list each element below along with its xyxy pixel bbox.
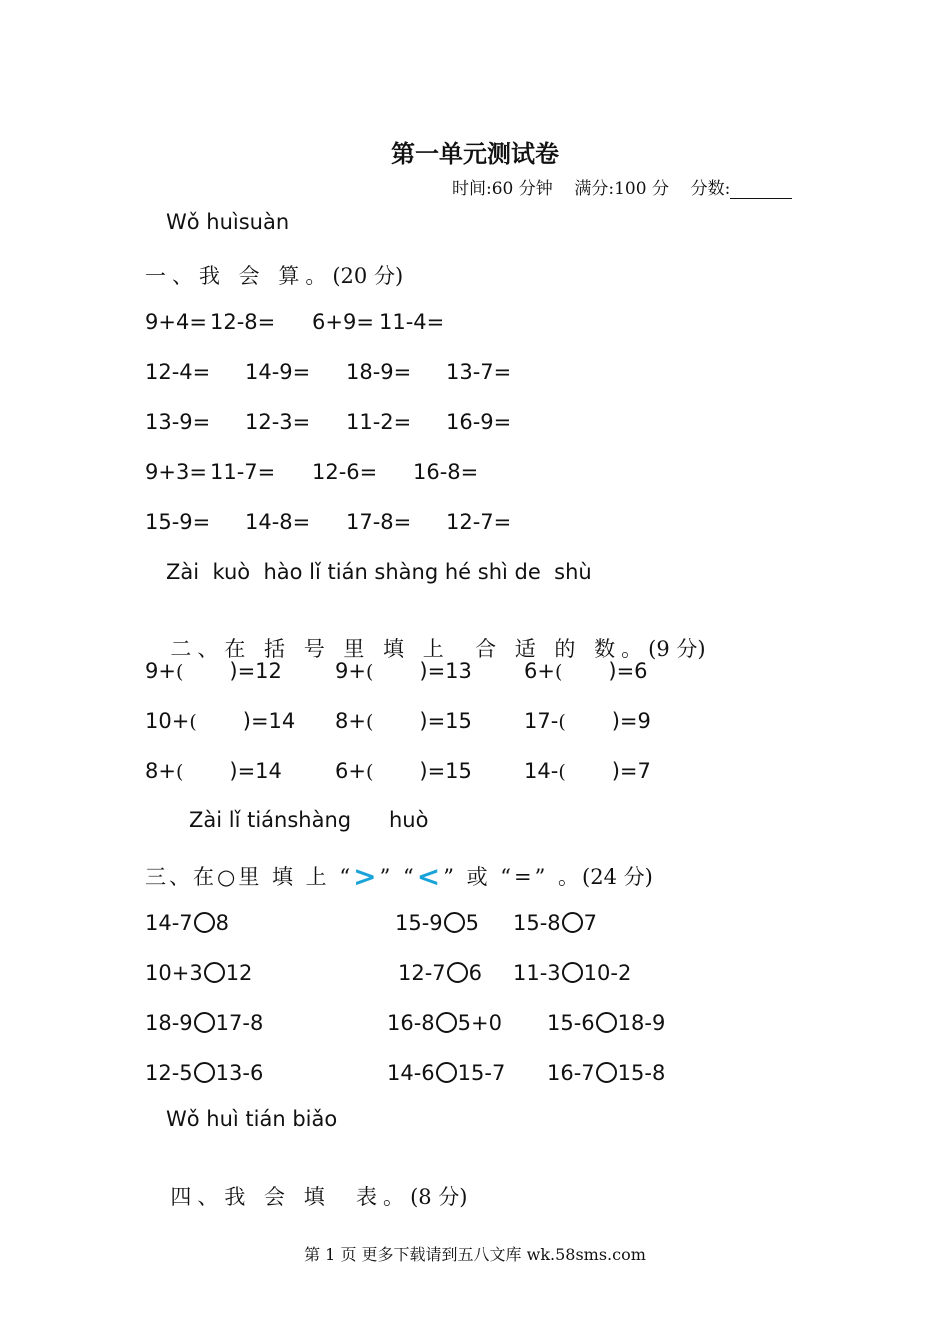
compare-right: 7 — [583, 911, 598, 935]
problem: 17-8= — [346, 510, 412, 534]
compare-problem — [145, 1011, 263, 1035]
expr-right: )=14 — [242, 709, 296, 733]
fill-blank-problem: 6+( )=6 — [524, 659, 648, 683]
problem: 14-8= — [245, 510, 311, 534]
time-limit: 时间:60 分钟 — [452, 179, 553, 199]
expr-right: )=15 — [419, 709, 472, 733]
compare-circle[interactable] — [194, 1012, 215, 1033]
less-than-symbol: < — [416, 860, 444, 893]
compare-left: 16-7 — [547, 1061, 595, 1085]
fill-blank-problem: 6+( )=15 — [335, 759, 472, 783]
compare-right: 6 — [468, 961, 483, 985]
compare-right: 17-8 — [215, 1011, 264, 1035]
fill-blank-problem: 8+( )=14 — [145, 759, 282, 783]
expr-left: 6+ — [335, 759, 366, 783]
compare-problem — [513, 911, 597, 935]
section1-pinyin: Wǒ huìsuàn — [166, 210, 290, 234]
expr-left: 14- — [524, 759, 559, 783]
expr-left: 17- — [524, 709, 559, 733]
compare-left: 14-6 — [387, 1061, 435, 1085]
problem: 6+9= — [312, 310, 374, 334]
fill-blank-problem: 10+( )=14 — [145, 709, 296, 733]
compare-problem — [395, 911, 479, 935]
score-label: 分数: — [690, 179, 731, 199]
compare-problem — [547, 1061, 665, 1085]
compare-circle[interactable] — [596, 1012, 617, 1033]
compare-circle[interactable] — [194, 912, 215, 933]
section2-score: (9 分) — [648, 637, 706, 661]
compare-problem — [398, 961, 482, 985]
problem: 14-9= — [245, 360, 311, 384]
compare-left: 12-5 — [145, 1061, 193, 1085]
section3-heading-part1: 三、在○里 填 上 “ — [145, 865, 354, 889]
greater-than-symbol: > — [353, 860, 380, 893]
compare-circle[interactable] — [447, 962, 468, 983]
compare-circle[interactable] — [436, 1062, 457, 1083]
problem: 9+4= — [145, 310, 207, 334]
section3-heading-part2: ” 或 “=” 。 — [443, 865, 583, 889]
problem: 16-8= — [413, 460, 479, 484]
page-footer: 第 1 页 更多下载请到五八文库 wk.58sms.com — [304, 1245, 646, 1264]
compare-right: 8 — [215, 911, 230, 935]
fill-blank-problem: 17-( )=9 — [524, 709, 651, 733]
problem: 12-6= — [312, 460, 378, 484]
problem: 11-4= — [379, 310, 445, 334]
problem: 12-4= — [145, 360, 211, 384]
section4-heading-text: 四、我 会 填 表。 — [170, 1185, 411, 1209]
compare-problem — [387, 1011, 502, 1035]
compare-right: 18-9 — [617, 1011, 666, 1035]
compare-left: 15-8 — [513, 911, 561, 935]
expr-left: 10+ — [145, 709, 190, 733]
section4-score: (8 分) — [410, 1185, 468, 1209]
full-score: 满分:100 分 — [574, 179, 669, 199]
section2-heading — [145, 609, 706, 663]
compare-right: 13-6 — [215, 1061, 264, 1085]
compare-left: 15-6 — [547, 1011, 595, 1035]
compare-left: 15-9 — [395, 911, 443, 935]
fill-blank-problem: 9+( )=12 — [145, 659, 282, 683]
expr-left: 9+ — [145, 659, 176, 683]
score-blank[interactable] — [730, 180, 792, 199]
compare-right: 15-8 — [617, 1061, 666, 1085]
compare-problem — [145, 961, 252, 985]
problem: 12-3= — [245, 410, 311, 434]
compare-problem — [387, 1061, 505, 1085]
expr-left: 9+ — [335, 659, 366, 683]
expr-left: 6+ — [524, 659, 555, 683]
compare-problem — [145, 1061, 263, 1085]
compare-right: 5+0 — [457, 1011, 502, 1035]
compare-circle[interactable] — [596, 1062, 617, 1083]
problem: 18-9= — [346, 360, 412, 384]
compare-left: 11-3 — [513, 961, 561, 985]
expr-right: )=6 — [608, 659, 648, 683]
section1-score: (20 分) — [332, 264, 404, 288]
compare-right: 12 — [225, 961, 253, 985]
section4-heading — [145, 1157, 467, 1211]
compare-right: 10-2 — [583, 961, 632, 985]
problem: 12-7= — [446, 510, 512, 534]
expr-right: )=13 — [419, 659, 472, 683]
compare-circle[interactable] — [444, 912, 465, 933]
compare-left: 14-7 — [145, 911, 193, 935]
page-title: 第一单元测试卷 — [391, 139, 559, 168]
compare-problem — [513, 961, 631, 985]
compare-circle[interactable] — [562, 912, 583, 933]
expr-right: )=14 — [229, 759, 282, 783]
section1-heading — [145, 260, 403, 290]
expr-right: )=12 — [229, 659, 282, 683]
expr-right: )=15 — [419, 759, 472, 783]
compare-circle[interactable] — [436, 1012, 457, 1033]
problem: 12-8= — [210, 310, 276, 334]
section2-heading-text: 二、在 括 号 里 填 上 合 适 的 数。 — [170, 637, 649, 661]
section1-heading-text: 一、我 会 算。 — [145, 264, 333, 288]
exam-meta — [452, 174, 792, 199]
compare-circle[interactable] — [194, 1062, 215, 1083]
problem: 9+3= — [145, 460, 207, 484]
expr-left: 8+ — [335, 709, 366, 733]
compare-problem — [547, 1011, 665, 1035]
problem: 13-7= — [446, 360, 512, 384]
compare-right: 5 — [465, 911, 480, 935]
problem: 16-9= — [446, 410, 512, 434]
problem: 11-2= — [346, 410, 412, 434]
compare-circle[interactable] — [204, 962, 225, 983]
compare-left: 18-9 — [145, 1011, 193, 1035]
problem: 11-7= — [210, 460, 276, 484]
section3-quote-mid: ” “ — [379, 865, 417, 889]
compare-left: 12-7 — [398, 961, 446, 985]
problem: 13-9= — [145, 410, 211, 434]
problem: 15-9= — [145, 510, 211, 534]
section2-pinyin: Zài kuò hào lǐ tián shàng hé shì de shù — [166, 560, 592, 584]
compare-problem — [145, 911, 229, 935]
fill-blank-problem: 8+( )=15 — [335, 709, 472, 733]
expr-left: 8+ — [145, 759, 176, 783]
section3-pinyin-2: huò — [389, 808, 429, 832]
expr-right: )=7 — [611, 759, 651, 783]
section4-pinyin: Wǒ huì tián biǎo — [166, 1107, 338, 1131]
compare-left: 16-8 — [387, 1011, 435, 1035]
section3-score: (24 分) — [582, 865, 653, 889]
compare-left: 10+3 — [145, 961, 203, 985]
section3-pinyin-1: Zài lǐ tiánshàng — [189, 808, 352, 832]
fill-blank-problem: 14-( )=7 — [524, 759, 651, 783]
section3-heading — [145, 860, 653, 893]
expr-right: )=9 — [611, 709, 651, 733]
compare-right: 15-7 — [457, 1061, 506, 1085]
fill-blank-problem: 9+( )=13 — [335, 659, 472, 683]
compare-circle[interactable] — [562, 962, 583, 983]
